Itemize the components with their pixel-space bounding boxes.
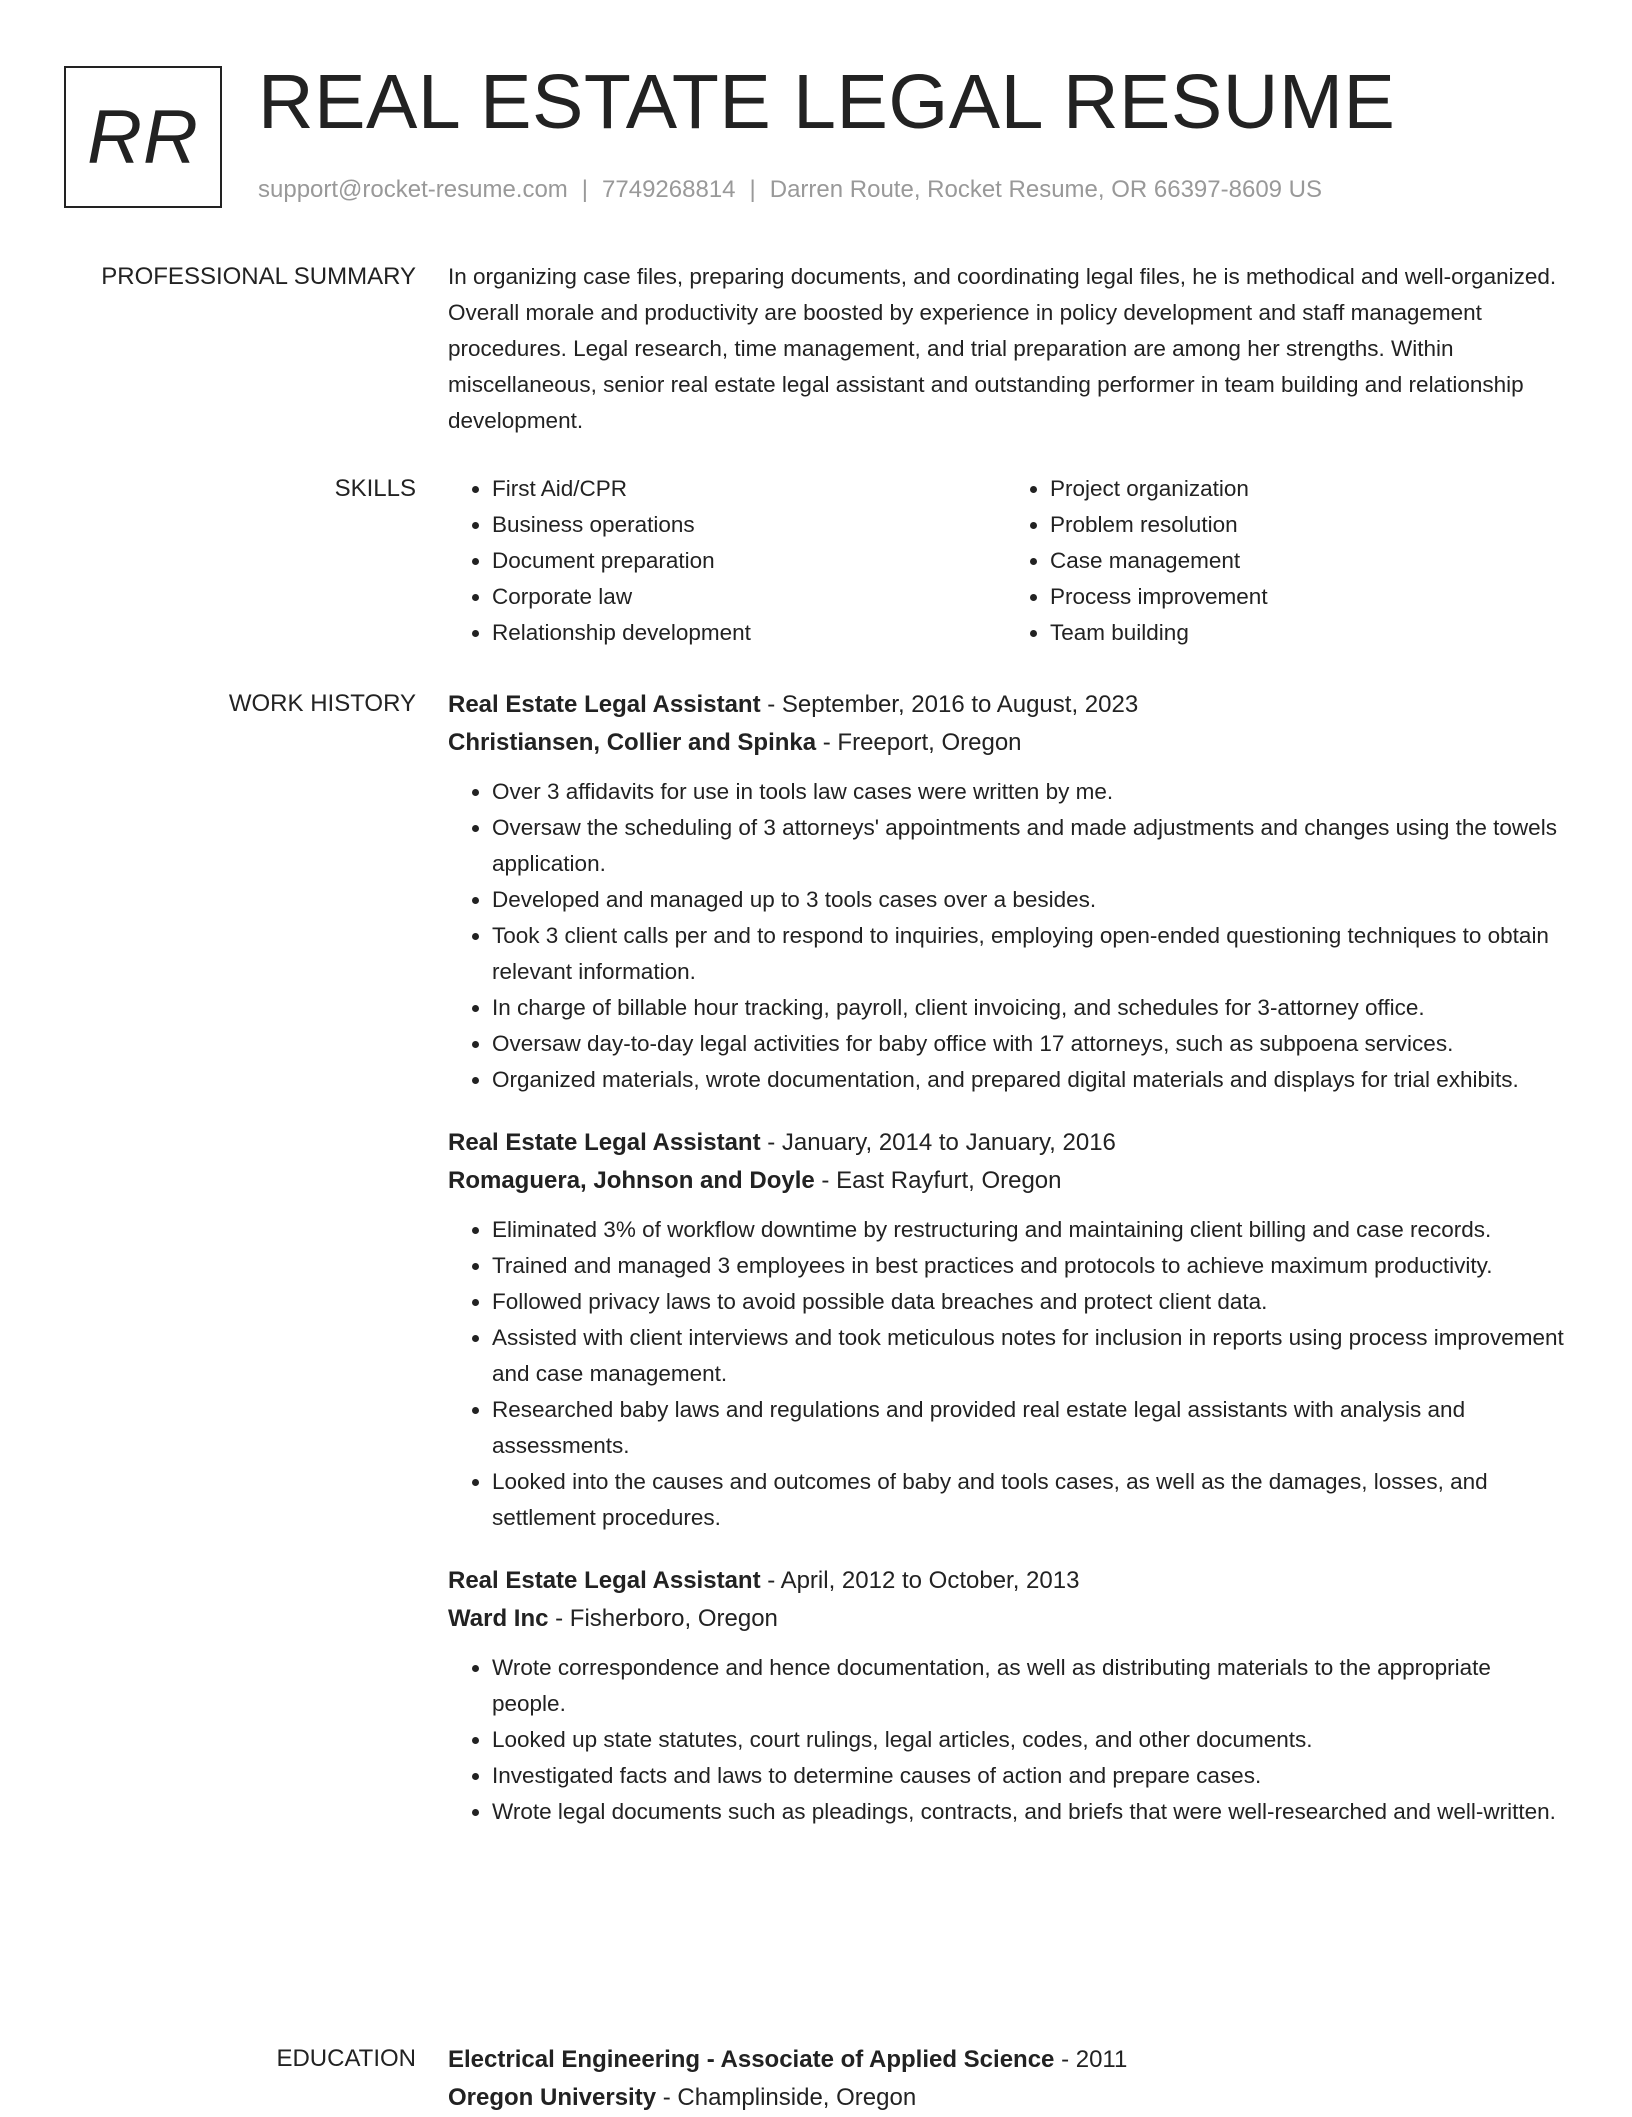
job-bullet: • Followed privacy laws to avoid possible data breaches and protect client data. xyxy=(492,1284,1564,1320)
job-company: Romaguera, Johnson and Doyle xyxy=(448,1167,815,1194)
job-company-line xyxy=(448,1600,1564,1638)
skill-item: • Document preparation xyxy=(492,543,1006,579)
job-bullet: • Oversaw day-to-day legal activities for baby office with 17 attorneys, such as subpoena services. xyxy=(492,1026,1564,1062)
job-company: Christiansen, Collier and Spinka xyxy=(448,729,817,756)
education-degree-line xyxy=(448,2041,1564,2079)
job-entry xyxy=(448,1562,1564,1830)
email: support@rocket-resume.com xyxy=(258,176,568,203)
skill-item: • Relationship development xyxy=(492,615,1006,651)
job-bullet: • Researched baby laws and regulations and provided real estate legal assistants with analysis and assessments. xyxy=(492,1392,1564,1464)
job-bullet: • Developed and managed up to 3 tools cases over a besides. xyxy=(492,882,1564,918)
job-bullet: • Oversaw the scheduling of 3 attorneys' appointments and made adjustments and changes using the towels application. xyxy=(492,810,1564,882)
section-label-skills: SKILLS xyxy=(334,475,416,502)
skill-item: • Problem resolution xyxy=(1050,507,1564,543)
job-bullet: • Organized materials, wrote documentation, and prepared digital materials and displays for trial exhibits. xyxy=(492,1062,1564,1098)
job-company: Ward Inc xyxy=(448,1605,549,1632)
job-title-line xyxy=(448,1124,1564,1162)
education-location: - Champlinside, Oregon xyxy=(656,2084,917,2111)
skill-item: • Process improvement xyxy=(1050,579,1564,615)
skill-item: • Business operations xyxy=(492,507,1006,543)
job-bullet: • Wrote legal documents such as pleadings, contracts, and briefs that were well-researched and well-written. xyxy=(492,1794,1564,1830)
job-bullet: • Wrote correspondence and hence documentation, as well as distributing materials to the appropriate people. xyxy=(492,1650,1564,1722)
job-bullet: • Eliminated 3% of workflow downtime by restructuring and maintaining client billing and case records. xyxy=(492,1212,1564,1248)
resume-title: REAL ESTATE LEGAL RESUME xyxy=(258,59,1396,145)
job-bullet: • Investigated facts and laws to determine causes of action and prepare cases. xyxy=(492,1758,1564,1794)
education-school: Oregon University xyxy=(448,2084,657,2111)
skill-item: • Case management xyxy=(1050,543,1564,579)
skill-item: • Team building xyxy=(1050,615,1564,651)
job-entry xyxy=(448,1124,1564,1536)
contact-info xyxy=(258,174,1322,206)
job-dates: - September, 2016 to August, 2023 xyxy=(760,691,1139,718)
summary-body xyxy=(448,259,1564,439)
skills-body xyxy=(448,471,1564,651)
section-label-summary: PROFESSIONAL SUMMARY xyxy=(101,263,416,290)
education-body xyxy=(448,2041,1564,2117)
job-company-line xyxy=(448,1162,1564,1200)
job-company-line xyxy=(448,724,1564,762)
section-label-work-history: WORK HISTORY xyxy=(228,690,416,717)
job-location: - East Rayfurt, Oregon xyxy=(814,1167,1062,1194)
skills-list-right xyxy=(1006,471,1564,651)
job-bullet: • Assisted with client interviews and took meticulous notes for inclusion in reports using process improvement and case management. xyxy=(492,1320,1564,1392)
job-dates: - January, 2014 to January, 2016 xyxy=(760,1129,1116,1156)
job-bullet: • Took 3 client calls per and to respond to inquiries, employing open-ended questioning techniques to obtain relevant information. xyxy=(492,918,1564,990)
job-bullet: • In charge of billable hour tracking, payroll, client invoicing, and schedules for 3-attorney office. xyxy=(492,990,1564,1026)
education-degree: Electrical Engineering - Associate of Applied Science xyxy=(448,2046,1055,2073)
job-title: Real Estate Legal Assistant xyxy=(448,1129,761,1156)
skill-item: • Project organization xyxy=(1050,471,1564,507)
job-title-line xyxy=(448,686,1564,724)
monogram-logo: RR xyxy=(64,66,222,208)
separator: | xyxy=(749,176,756,203)
job-title: Real Estate Legal Assistant xyxy=(448,691,761,718)
separator: | xyxy=(581,176,589,203)
skill-item: • Corporate law xyxy=(492,579,1006,615)
job-bullets xyxy=(448,1650,1564,1830)
skill-item: • First Aid/CPR xyxy=(492,471,1006,507)
job-bullets xyxy=(448,774,1564,1098)
job-bullet: • Looked into the causes and outcomes of baby and tools cases, as well as the damages, losses, and settlement procedures. xyxy=(492,1464,1564,1536)
education-school-line xyxy=(448,2079,1564,2117)
section-label-education: EDUCATION xyxy=(276,2045,416,2072)
job-location: - Fisherboro, Oregon xyxy=(548,1605,778,1632)
job-bullet: • Trained and managed 3 employees in best practices and protocols to achieve maximum productivity. xyxy=(492,1248,1564,1284)
job-bullet: • Over 3 affidavits for use in tools law cases were written by me. xyxy=(492,774,1564,810)
job-entry xyxy=(448,686,1564,1098)
job-bullet: • Looked up state statutes, court rulings, legal articles, codes, and other documents. xyxy=(492,1722,1564,1758)
summary-text: In organizing case files, preparing documents, and coordinating legal files, he is methodical and well-organized. Overall morale and productivity are boosted by experience in policy development and staff management procedures. Legal research, time management, and trial preparation are among her strengths. Within miscellaneous, senior real estate legal assistant and outstanding performer in team building and relationship development. xyxy=(448,264,1557,433)
job-title-line xyxy=(448,1562,1564,1600)
phone: 7749268814 xyxy=(602,176,736,203)
job-dates: - April, 2012 to October, 2013 xyxy=(760,1567,1080,1594)
work-history-body xyxy=(448,686,1564,1856)
job-bullets xyxy=(448,1212,1564,1536)
job-location: - Freeport, Oregon xyxy=(816,729,1022,756)
education-year: - 2011 xyxy=(1054,2046,1128,2073)
address: Darren Route, Rocket Resume, OR 66397-8609 US xyxy=(769,176,1323,203)
job-title: Real Estate Legal Assistant xyxy=(448,1567,761,1594)
skills-list-left xyxy=(448,471,1006,651)
